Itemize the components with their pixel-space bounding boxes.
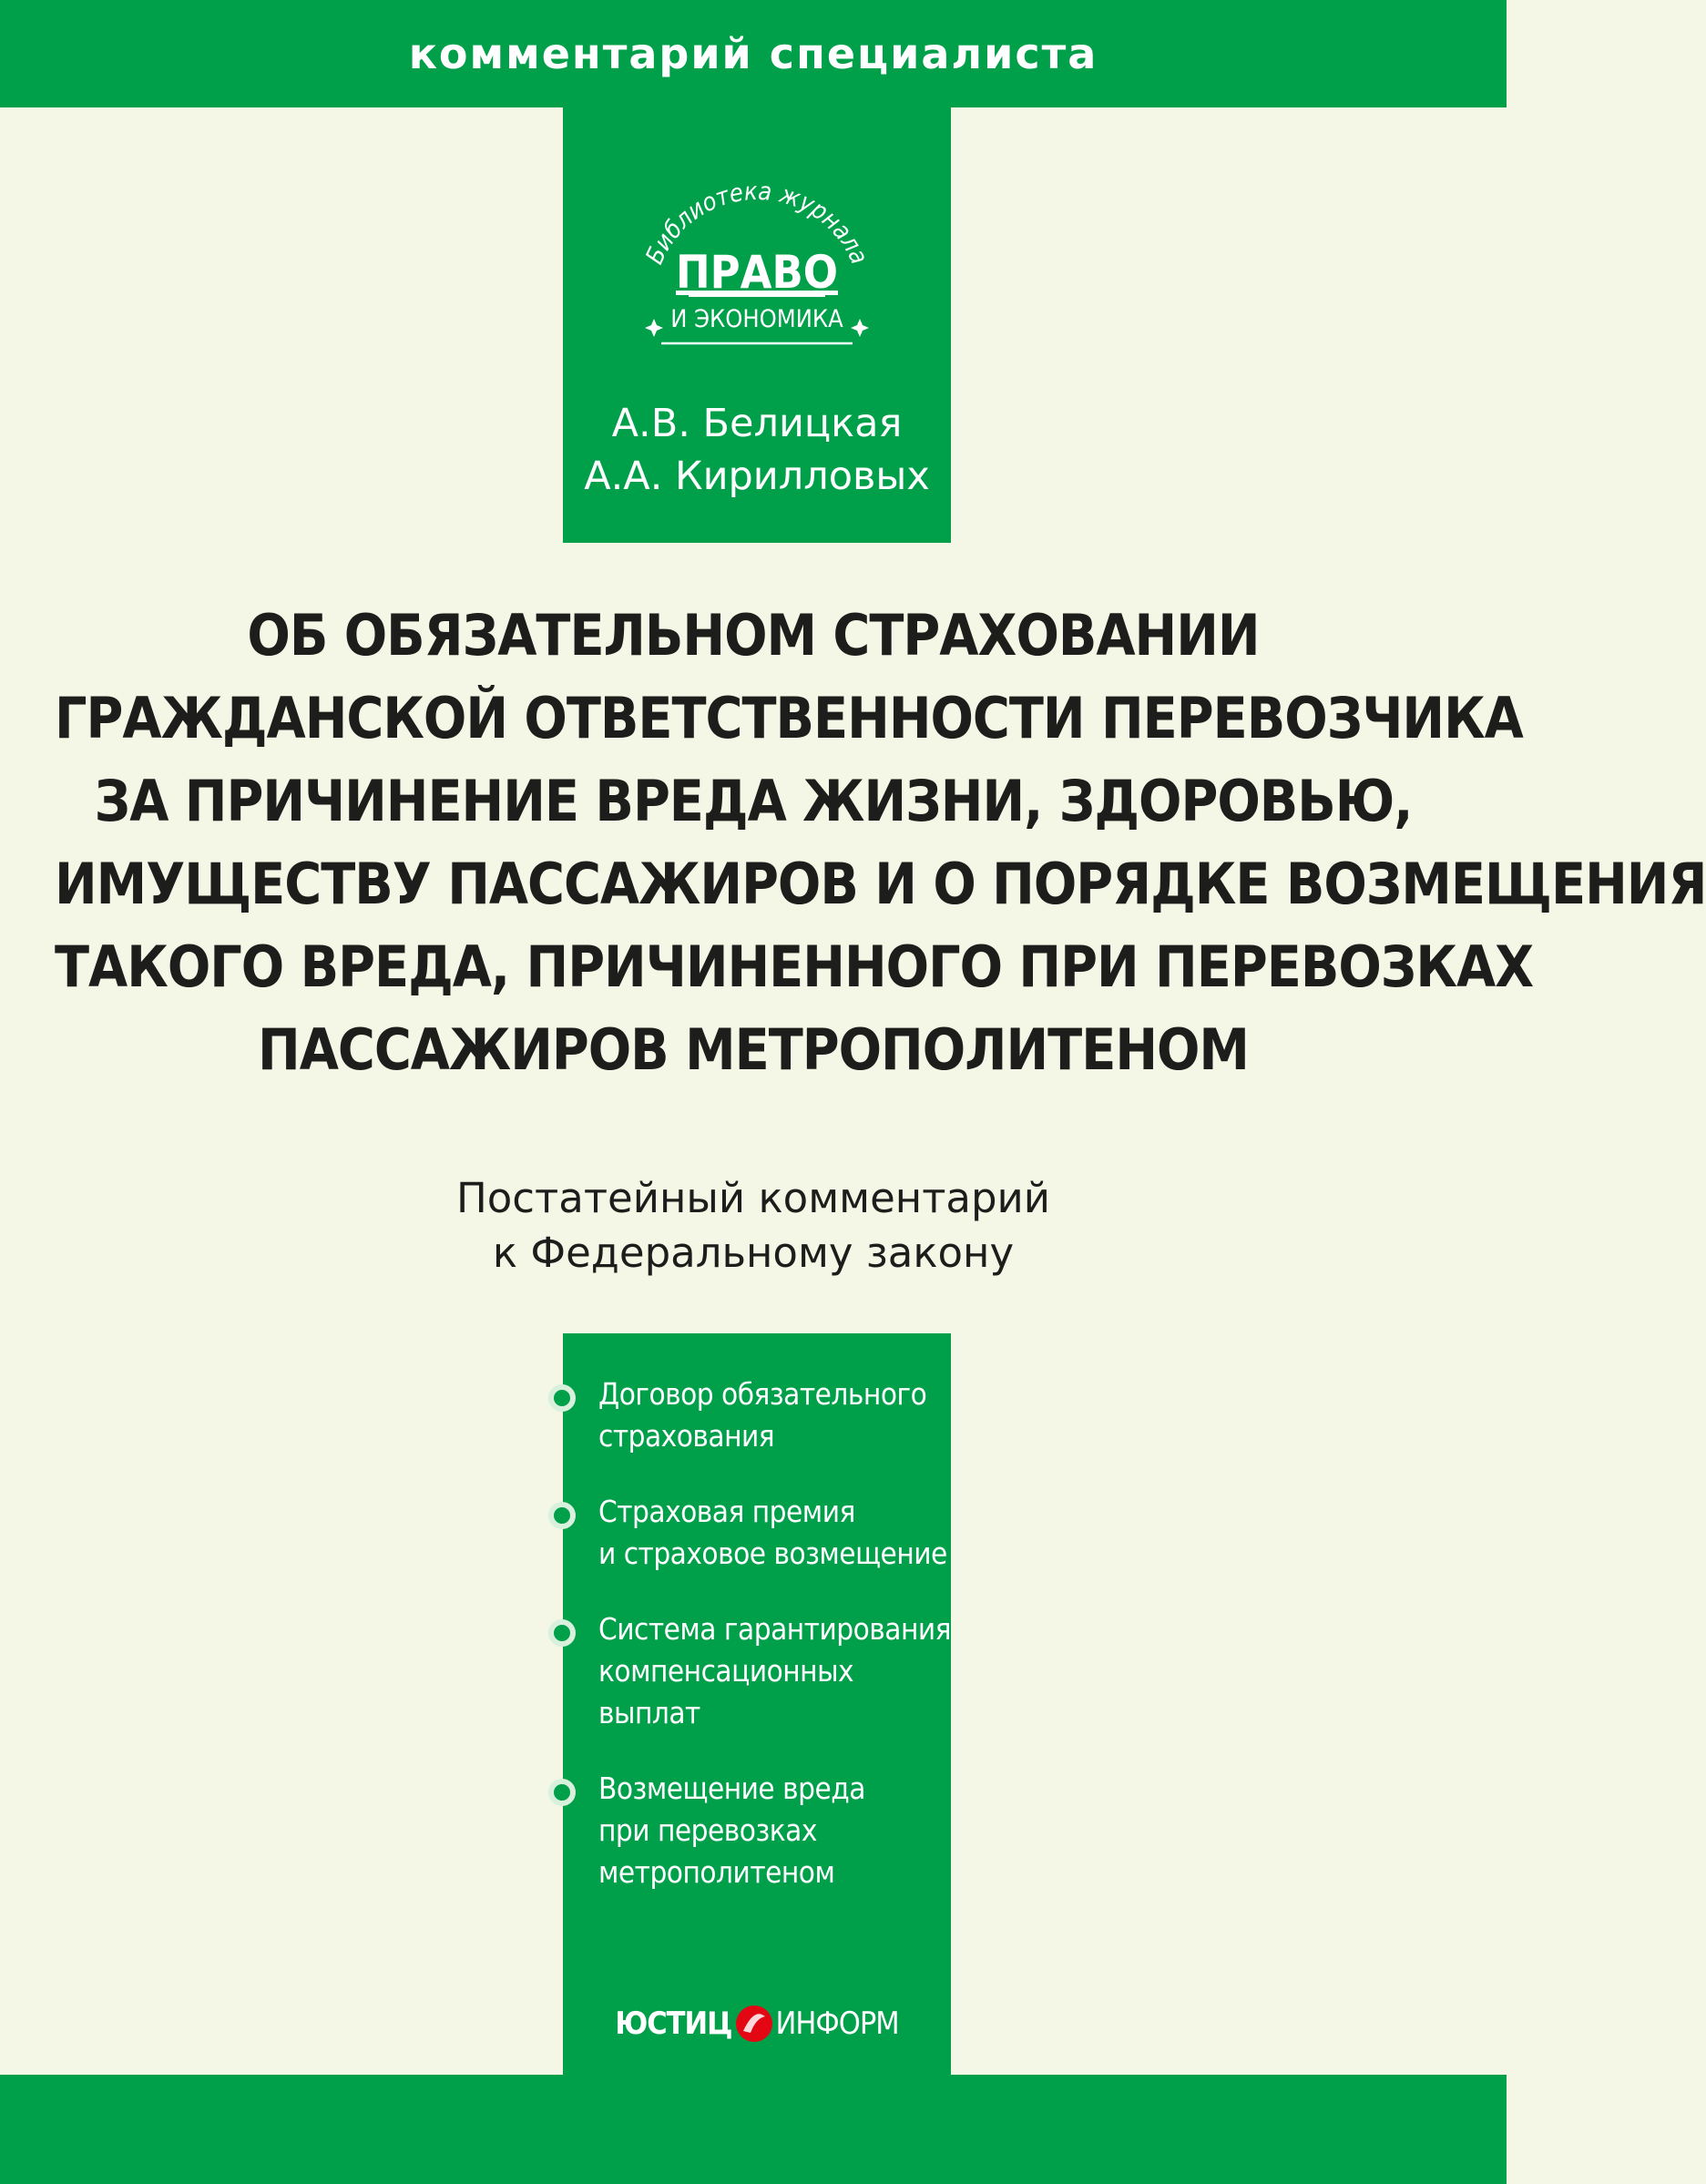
title-line: ИМУЩЕСТВУ ПАССАЖИРОВ И О ПОРЯДКЕ ВОЗМЕЩЕНИЯ <box>55 851 1706 917</box>
topic-line: страхования <box>598 1418 775 1454</box>
bullet-icon <box>548 1779 576 1806</box>
top-band <box>0 0 1507 107</box>
bottom-band <box>0 2075 1507 2184</box>
title-line: ЗА ПРИЧИНЕНИЕ ВРЕДА ЖИЗНИ, ЗДОРОВЬЮ, <box>94 768 1413 834</box>
book-subtitle <box>0 1171 1507 1281</box>
drop-icon <box>734 2004 774 2044</box>
topic-line: и страховое возмещение <box>598 1536 947 1571</box>
book-title <box>55 594 1706 1091</box>
title-line: ОБ ОБЯЗАТЕЛЬНОМ СТРАХОВАНИИ <box>247 602 1260 668</box>
topic-line: Система гарантирования <box>598 1611 952 1647</box>
topic-item <box>563 1768 951 1893</box>
topic-line: Страховая премия <box>598 1494 855 1529</box>
topic-item <box>563 1373 951 1457</box>
author-name: А.В. Белицкая <box>611 401 903 446</box>
authors <box>563 397 951 503</box>
publisher-logo <box>563 2004 951 2044</box>
bottom-green-panel <box>563 1333 951 2075</box>
journal-logo <box>634 149 880 386</box>
topic-line: компенсационных <box>598 1653 854 1689</box>
subtitle-line: Постатейный комментарий <box>455 1174 1051 1222</box>
publisher-name-part2: ИНФОРМ <box>775 2005 899 2042</box>
top-green-panel <box>563 107 951 543</box>
title-line: ГРАЖДАНСКОЙ ОТВЕТСТВЕННОСТИ ПЕРЕВОЗЧИКА <box>55 685 1523 751</box>
topic-item <box>563 1608 951 1734</box>
topic-line: выплат <box>598 1695 700 1730</box>
star-right-icon <box>851 319 869 337</box>
title-line: ТАКОГО ВРЕДА, ПРИЧИНЕННОГО ПРИ ПЕРЕВОЗКАХ <box>55 934 1534 1000</box>
logo-arc-text: Библиотека журнала <box>640 177 873 269</box>
topics-list <box>563 1373 951 1927</box>
topic-line: метрополитеном <box>598 1854 835 1890</box>
topic-line: Договор обязательного <box>598 1376 927 1412</box>
topic-line: при перевозках <box>598 1812 817 1848</box>
star-left-icon <box>645 319 663 337</box>
publisher-name-part1: ЮСТИЦ <box>615 2005 732 2042</box>
author-name: А.А. Кирилловых <box>584 454 930 499</box>
topic-line: Возмещение вреда <box>598 1771 865 1806</box>
topic-item <box>563 1491 951 1575</box>
series-label: комментарий специалиста <box>408 29 1098 78</box>
logo-title: ПРАВО <box>676 246 838 299</box>
bullet-icon <box>548 1384 576 1412</box>
bullet-icon <box>548 1502 576 1529</box>
subtitle-line: к Федеральному закону <box>492 1229 1015 1277</box>
title-line: ПАССАЖИРОВ МЕТРОПОЛИТЕНОМ <box>258 1016 1249 1083</box>
logo-subtitle: И ЭКОНОМИКА <box>670 305 843 333</box>
bullet-icon <box>548 1619 576 1647</box>
